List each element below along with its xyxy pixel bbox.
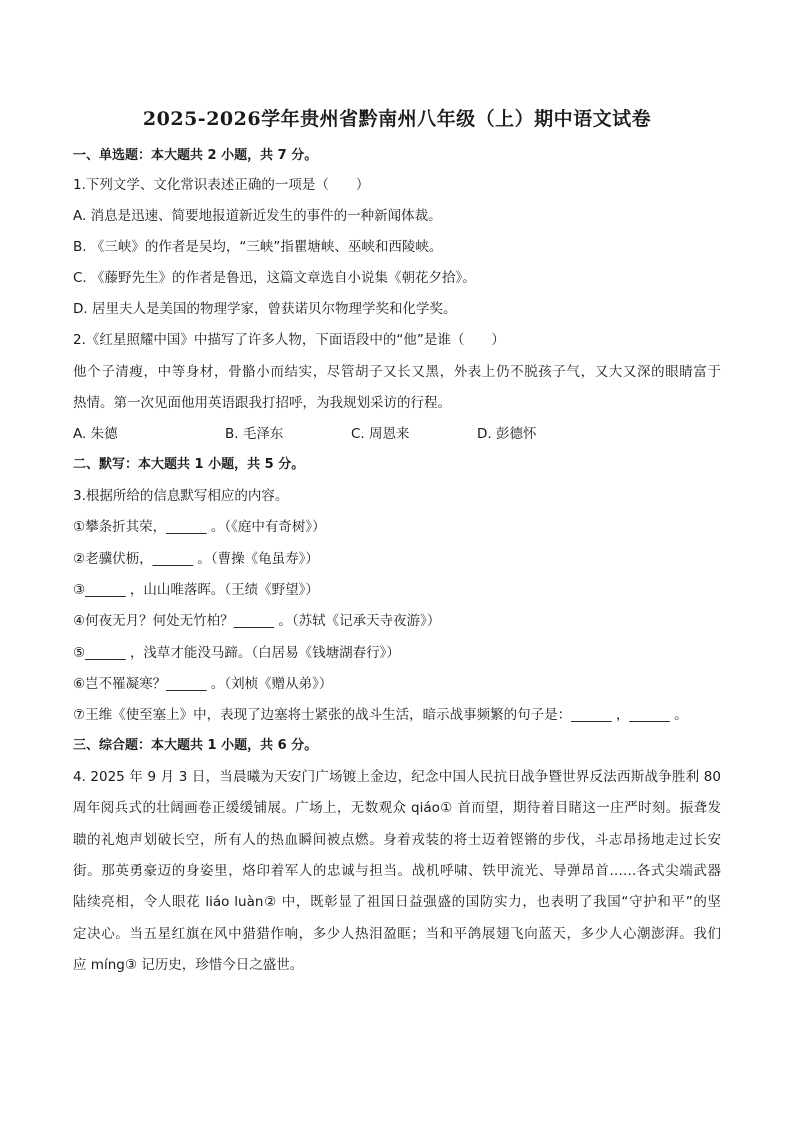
q3-item-5: ⑤______ ，浅草才能没马蹄。（白居易《钱塘湖春行》） [73, 645, 400, 661]
q1-option-b: B. 《三峡》的作者是吴均，“三峡”指瞿塘峡、巫峡和西陵峡。 [73, 239, 443, 255]
q3-item-4: ④何夜无月？何处无竹柏？______ 。（苏轼《记承天寺夜游》） [73, 613, 441, 629]
q3-item-3: ③______ ，山山唯落晖。（王绩《野望》） [73, 582, 319, 598]
q2-stem: 2.《红星照耀中国》中描写了许多人物，下面语段中的“他”是谁（ ） [73, 332, 505, 348]
q1-stem: 1.下列文学、文化常识表述正确的一项是（ ） [73, 177, 370, 193]
q2-option-b: B. 毛泽东 [225, 426, 284, 442]
q4-passage-line-3: 聩的礼炮声划破长空，所有人的热血瞬间被点燃。身着戎装的将士迈着铿锵的步伐，斗志昂扬地走过长安 [73, 832, 721, 848]
q3-item-2: ②老骥伏枥，______ 。（曹操《龟虽寿》） [73, 551, 319, 567]
q4-passage-line-6: 定决心。当五星红旗在风中猎猎作响，多少人热泪盈眶；当和平鸽展翅飞向蓝天，多少人心潮澎湃。我们 [73, 926, 721, 942]
q3-stem: 3.根据所给的信息默写相应的内容。 [73, 488, 289, 504]
exam-title: 2025-2026学年贵州省黔南州八年级（上）期中语文试卷 [142, 108, 652, 130]
q2-option-a: A. 朱德 [73, 426, 118, 442]
section-2-heading: 二、默写：本大题共 1 小题，共 5 分。 [73, 457, 305, 472]
q2-passage-line-1: 他个子清瘦，中等身材，骨骼小而结实，尽管胡子又长又黑，外表上仍不脱孩子气，又大又深的眼睛富于 [73, 364, 721, 380]
q3-item-6: ⑥岂不罹凝寒？______ 。（刘桢《赠从弟》） [73, 676, 333, 692]
q4-passage-line-1: 4. 2025 年 9 月 3 日，当晨曦为天安门广场镀上金边，纪念中国人民抗日战争暨世界反法西斯战争胜利 80 [73, 769, 721, 785]
section-3-heading: 三、综合题：本大题共 1 小题，共 6 分。 [73, 738, 318, 753]
section-1-heading: 一、单选题：本大题共 2 小题，共 7 分。 [73, 148, 318, 163]
q1-option-a: A. 消息是迅速、简要地报道新近发生的事件的一种新闻体裁。 [73, 208, 442, 224]
q4-passage-line-4: 街。那英勇豪迈的身姿里，烙印着军人的忠诚与担当。战机呼啸、铁甲流光、导弹昂首……各式尖端武器 [73, 863, 721, 879]
q4-passage-line-5: 陆续亮相，令人眼花 liáo luàn② 中，既彰显了祖国日益强盛的国防实力，也表明了我国“守护和平”的坚 [73, 894, 721, 910]
q2-passage-line-2: 热情。第一次见面他用英语跟我打招呼，为我规划采访的行程。 [73, 395, 451, 411]
q2-options [73, 424, 536, 444]
q2-option-d: D. 彭德怀 [477, 426, 537, 442]
q3-item-1: ①攀条折其荣，______ 。（《庭中有奇树》） [73, 519, 326, 535]
q4-passage-line-2: 周年阅兵式的壮阔画卷正缓缓铺展。广场上，无数观众 qiáo① 首而望，期待着目睹这一庄严时刻。振聋发 [73, 800, 721, 816]
q1-option-d: D. 居里夫人是美国的物理学家，曾获诺贝尔物理学奖和化学奖。 [73, 301, 457, 317]
q1-option-c: C. 《藤野先生》的作者是鲁迅，这篇文章选自小说集《朝花夕拾》。 [73, 270, 476, 286]
q3-item-7: ⑦王维《使至塞上》中，表现了边塞将士紧张的战斗生活，暗示战事频繁的句子是：______ ，______ 。 [73, 707, 688, 723]
q2-option-c: C. 周恩来 [351, 426, 410, 442]
q4-passage-line-7: 应 míng③ 记历史，珍惜今日之盛世。 [73, 957, 304, 973]
